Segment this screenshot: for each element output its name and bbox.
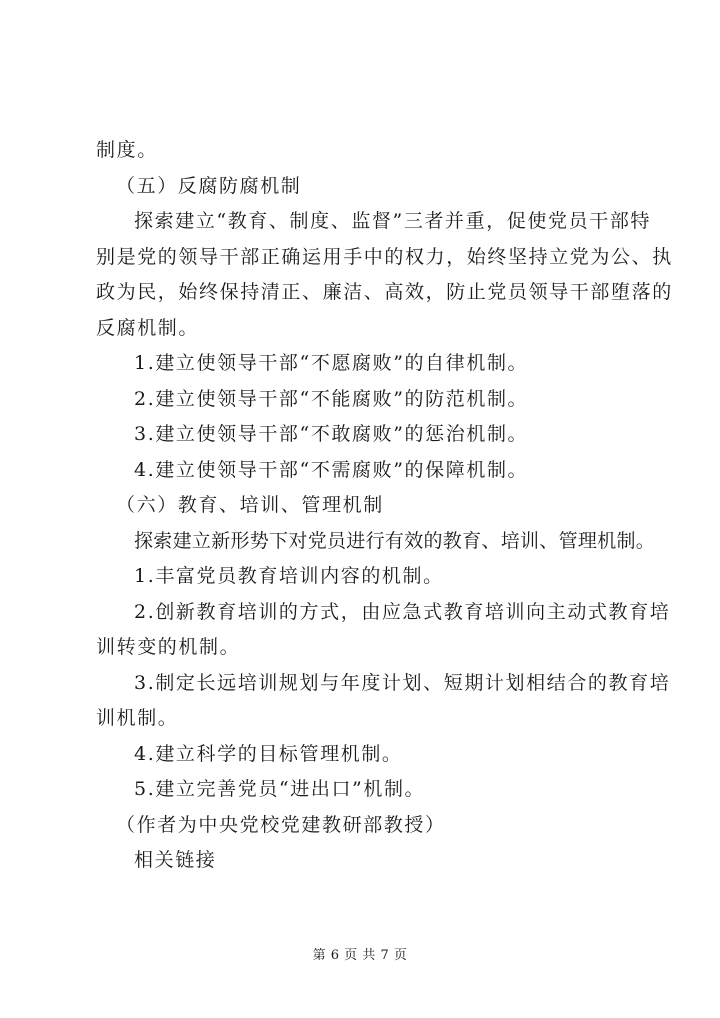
paragraph-line: 反腐机制。 — [96, 316, 200, 339]
list-item: 1.丰富党员教育培训内容的机制。 — [134, 565, 444, 587]
paragraph-line: 探索建立新形势下对党员进行有效的教育、培训、管理机制。 — [134, 529, 656, 552]
paragraph-line: 政为民，始终保持清正、廉洁、高效，防止党员领导干部堕落的 — [96, 281, 673, 303]
paragraph-line: 探索建立“教育、制度、监督”三者并重，促使党员干部特 — [134, 210, 652, 232]
list-item: 5.建立完善党员“进出口”机制。 — [134, 778, 426, 800]
paragraph-line: 训转变的机制。 — [96, 636, 241, 658]
document-body — [96, 133, 673, 879]
list-item: 2.建立使领导干部“不能腐败”的防范机制。 — [134, 387, 529, 410]
author-note: （作者为中央党校党建教研部教授） — [116, 813, 446, 836]
list-item: 4.建立使领导干部“不需腐败”的保障机制。 — [134, 458, 529, 481]
list-item: 1.建立使领导干部“不愿腐败”的自律机制。 — [134, 352, 529, 374]
list-item: 3.制定长远培训规划与年度计划、短期计划相结合的教育培 — [134, 671, 671, 694]
paragraph-line: 训机制。 — [96, 707, 179, 729]
list-item: 3.建立使领导干部“不敢腐败”的惩治机制。 — [134, 423, 529, 445]
list-item: 2.创新教育培训的方式，由应急式教育培训向主动式教育培 — [134, 600, 671, 623]
paragraph-line: 别是党的领导干部正确运用手中的权力，始终坚持立党为公、执 — [96, 245, 673, 268]
paragraph-line: 制度。 — [96, 139, 158, 161]
list-item: 4.建立科学的目标管理机制。 — [134, 742, 403, 765]
page-footer: 第 6 页 共 7 页 — [312, 948, 408, 963]
section-heading-6: （六）教育、培训、管理机制 — [116, 494, 384, 516]
related-links-heading: 相关链接 — [134, 849, 217, 871]
section-heading-5: （五）反腐防腐机制 — [116, 174, 302, 197]
